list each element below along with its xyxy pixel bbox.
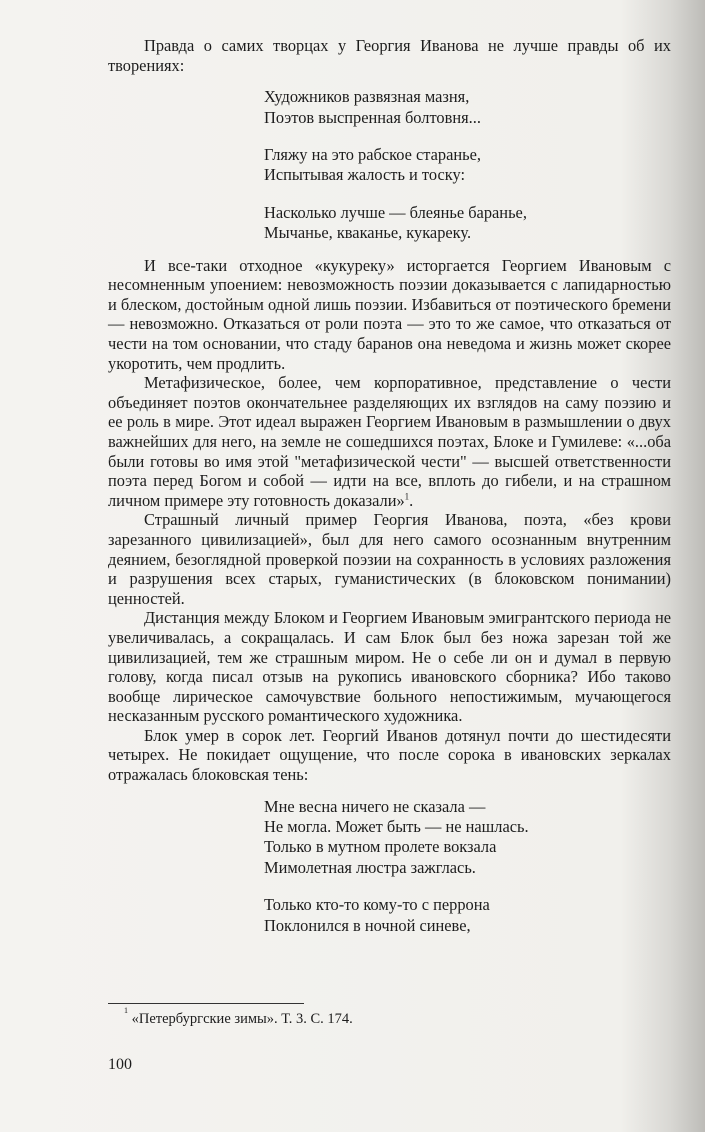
paragraph: Дистанция между Блоком и Георгием Ивановым эмигрантского периода не увеличивалась, а сокращалась. И сам Блок был без ножа зарезан той же цивилизацией, тем же страшным миром. Не о себе ли он и думал в первую голову, когда писал отзыв на рукопись ивановского сборника? Ибо таково вообще лирическое самочувствие больного непостижимым, мучающегося несказанным русского романтического художника. xyxy=(108,608,671,726)
poem-line: Испытывая жалость и тоску: xyxy=(264,165,466,185)
poem-1-stanza xyxy=(264,87,671,128)
intro-paragraph: Правда о самих творцах у Георгия Иванова не лучше правды об их творениях: xyxy=(108,36,671,75)
poem-line: Поклонился в ночной синеве, xyxy=(264,915,471,935)
page-number: 100 xyxy=(108,1056,132,1073)
paragraph-text: Метафизическое, более, чем корпоративное, представление о чести объединяет поэтов окончательнее разделяющих их взглядов на саму поэзию и ее роль в мире. Этот идеал выражен Георгием Ивановым в размышлении о двух важнейших для него, на земле не сошедшихся поэтах, Блоке и Гумилеве: «...оба были готовы во имя этой "метафизической чести" — высшей ответственности поэта перед Богом и собой — идти на все, вплоть до гибели, и на страшном личном примере эту готовность доказали» xyxy=(108,373,671,510)
footnote-divider xyxy=(108,1003,304,1004)
poem-line: Насколько лучше — блеянье баранье, xyxy=(264,202,527,222)
footnote-text: «Петербургские зимы». Т. 3. С. 174. xyxy=(131,1011,353,1027)
poem-1 xyxy=(264,87,671,243)
paragraph-with-footnote: Метафизическое, более, чем корпоративное, представление о чести объединяет поэтов окончательнее разделяющих их взглядов на саму поэзию и ее роль в мире. Этот идеал выражен Георгием Ивановым в размышлении о двух важнейших для него, на земле не сошедшихся поэтах, Блоке и Гумилеве: «...оба были готовы во имя этой "метафизической чести" — высшей ответственности поэта перед Богом и собой — идти на все, вплоть до гибели, и на страшном личном примере эту готовность доказали»$^1$. xyxy=(108,373,671,510)
main-text xyxy=(108,36,671,948)
poem-2 xyxy=(264,797,671,936)
poem-line: Только в мутном пролете вокзала xyxy=(264,837,497,857)
poem-2-stanza xyxy=(264,797,671,879)
footnote xyxy=(124,1006,353,1028)
footnote-mark: 1 xyxy=(124,1006,128,1016)
poem-1-stanza xyxy=(264,203,671,244)
poem-line: Поэтов выспренная болтовня... xyxy=(264,107,481,127)
paragraph: Блок умер в сорок лет. Георгий Иванов дотянул почти до шестидесяти четырех. Не покидает ощущение, что после сорока в ивановских зеркалах отражалась блоковская тень: xyxy=(108,725,671,785)
footnote-reference[interactable]: 1 xyxy=(404,491,410,502)
poem-line: Только кто-то кому-то с перрона xyxy=(264,895,490,915)
poem-line: Не могла. Может быть — не нашлась. xyxy=(264,817,529,837)
paragraph: И все-таки отходное «кукуреку» исторгается Георгием Ивановым с несомненным упоением: невозможность поэзии доказывается с лапидарностью и блеском, достойным одной лишь поэзии. Избавиться от поэтического бремени — невозможно. Отказаться от роли поэта — это то же самое, что отказаться от чести на том основании, что стаду баранов она неведома и жизнь может скорее укоротить, чем продлить. xyxy=(108,255,671,373)
poem-line: Мне весна ничего не сказала — xyxy=(264,796,486,816)
poem-line: Мимолетная люстра зажглась. xyxy=(264,857,476,877)
paragraph: Страшный личный пример Георгия Иванова, поэта, «без крови зарезанного цивилизацией», был для него самого осознанным внутренним деянием, безоглядной проверкой поэзии на сохранность в условиях разложения и разрушения всех старых, гуманистических (в блоковском понимании) ценностей. xyxy=(108,510,671,608)
poem-line: Художников развязная мазня, xyxy=(264,87,470,107)
poem-line: Мычанье, кваканье, кукареку. xyxy=(264,223,472,243)
poem-1-stanza xyxy=(264,145,671,186)
poem-line: Гляжу на это рабское старанье, xyxy=(264,145,481,164)
poem-2-stanza xyxy=(264,895,671,936)
